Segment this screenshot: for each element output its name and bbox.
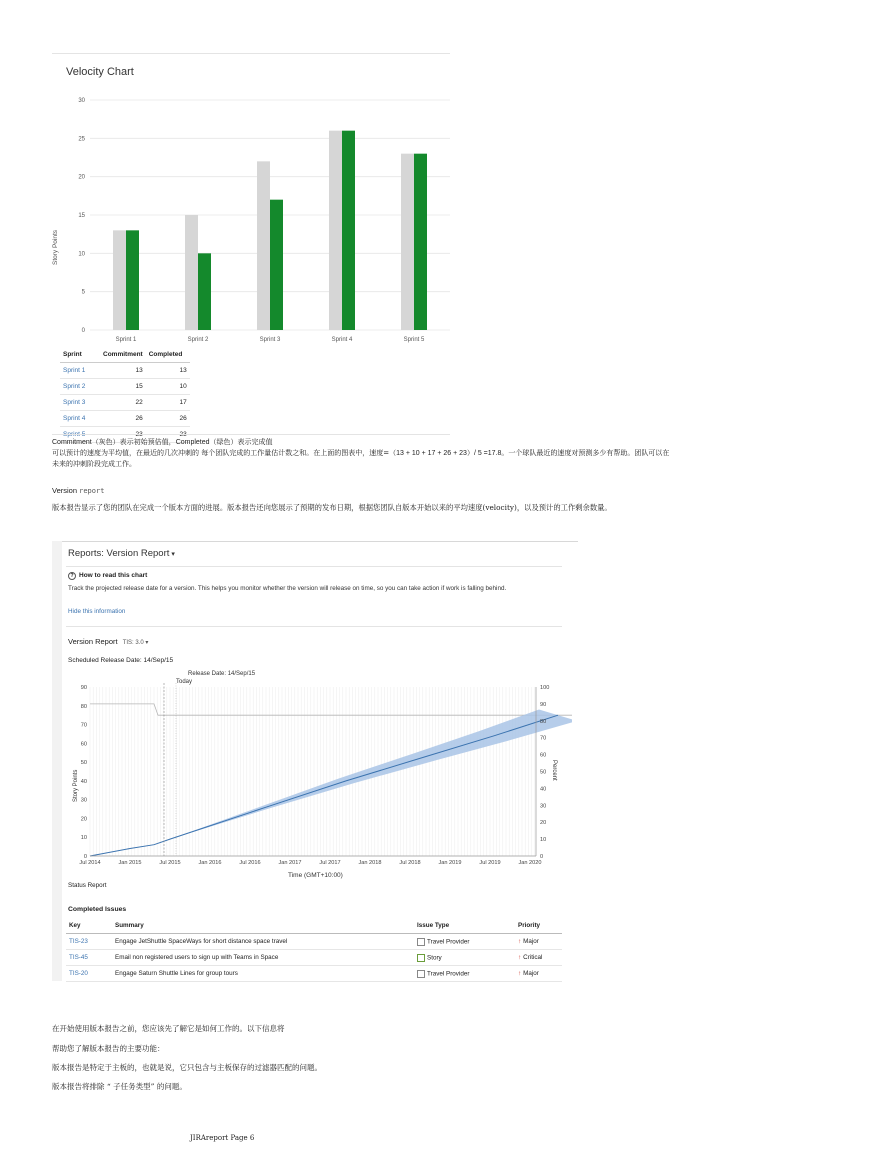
col-header-issue-type: Issue Type bbox=[414, 918, 515, 934]
note-text: 可以预计的速度为平均值，在最近的几次冲刺的 每个团队完成的工作量估计数之和。在上面的图表中，速度=（ bbox=[52, 449, 397, 457]
issue-key-link[interactable]: TIS-45 bbox=[66, 950, 112, 966]
x-axis-label: Time (GMT+10:00) bbox=[288, 872, 343, 879]
completed-value: 26 bbox=[146, 411, 190, 427]
hide-info-link[interactable]: Hide this information bbox=[68, 608, 126, 615]
priority-up-arrow-icon: ↑ bbox=[518, 970, 522, 977]
travel-provider-icon bbox=[417, 970, 425, 978]
travel-provider-icon bbox=[417, 938, 425, 946]
x-tick-label: Sprint 5 bbox=[403, 337, 425, 343]
howto-title bbox=[68, 572, 147, 580]
y-tick-label: 60 bbox=[80, 741, 87, 748]
y2-tick-label: 40 bbox=[540, 786, 547, 793]
table-row bbox=[60, 379, 190, 395]
commitment-bar bbox=[113, 230, 126, 330]
y-tick-label: 25 bbox=[78, 136, 85, 143]
col-header-sprint: Sprint bbox=[60, 347, 100, 363]
y-tick-label: 90 bbox=[80, 685, 87, 691]
story-icon bbox=[417, 954, 425, 962]
page-footer: JIRAreport Page 6 bbox=[190, 1134, 255, 1142]
note-text: （灰色）表示初始预估值， bbox=[91, 438, 176, 446]
vr-divider bbox=[66, 626, 562, 627]
y-tick-label: 30 bbox=[80, 797, 87, 804]
y-tick-label: 20 bbox=[78, 174, 85, 181]
body-paragraph: 帮助您了解版本报告的主要功能： bbox=[52, 1044, 165, 1053]
table-row bbox=[66, 934, 562, 950]
vr-divider bbox=[66, 566, 562, 567]
y-tick-label: 40 bbox=[80, 778, 87, 785]
x-tick-label: Jan 2015 bbox=[118, 860, 142, 866]
x-tick-label: Jan 2017 bbox=[278, 860, 302, 866]
y-tick-label: 70 bbox=[80, 722, 87, 729]
col-header-summary: Summary bbox=[112, 918, 414, 934]
commitment-bar bbox=[185, 215, 198, 330]
issue-priority bbox=[515, 934, 562, 950]
completed-bar bbox=[126, 230, 139, 330]
completed-bar bbox=[414, 154, 427, 330]
y2-tick-label: 10 bbox=[540, 837, 547, 844]
body-paragraph: 在开始使用版本报告之前，您应该先了解它是如何工作的。以下信息将 bbox=[52, 1024, 285, 1033]
velocity-chart-title: Velocity Chart bbox=[66, 66, 134, 78]
y2-tick-label: 60 bbox=[540, 752, 547, 759]
y-tick-label: 0 bbox=[81, 328, 85, 334]
body-paragraph: 版本报告将排除 “ 子任务类型” 的问题。 bbox=[52, 1082, 187, 1091]
note-text: （绿色）表示完成值 bbox=[209, 438, 273, 446]
y-tick-label: 20 bbox=[80, 816, 87, 823]
x-tick-label: Sprint 3 bbox=[259, 337, 281, 343]
completed-bar bbox=[198, 253, 211, 330]
y-tick-label: 30 bbox=[78, 98, 85, 104]
issue-type bbox=[414, 934, 515, 950]
version-dropdown-value: TIS: 3.0 bbox=[122, 640, 144, 646]
y2-tick-label: 100 bbox=[540, 685, 550, 691]
vr-side-gutter bbox=[52, 541, 62, 981]
commitment-value: 13 bbox=[100, 363, 146, 379]
issue-key-link[interactable]: TIS-23 bbox=[66, 934, 112, 950]
x-tick-label: Jul 2019 bbox=[479, 860, 501, 866]
velocity-divider bbox=[52, 434, 450, 435]
y-tick-label: 10 bbox=[78, 251, 85, 258]
x-tick-label: Jan 2018 bbox=[358, 860, 382, 866]
table-row bbox=[60, 395, 190, 411]
y2-tick-label: 30 bbox=[540, 803, 547, 810]
col-header-priority: Priority bbox=[515, 918, 562, 934]
issue-type-label: Travel Provider bbox=[427, 938, 470, 946]
sprint-link[interactable]: Sprint 2 bbox=[60, 379, 100, 395]
vr-version-selector bbox=[68, 637, 148, 646]
x-tick-label: Jul 2015 bbox=[159, 860, 181, 866]
y-tick-label: 0 bbox=[83, 854, 87, 860]
note-line-1 bbox=[52, 437, 852, 448]
today-label: Today bbox=[176, 679, 193, 685]
y2-tick-label: 80 bbox=[540, 718, 547, 725]
x-tick-label: Jan 2016 bbox=[198, 860, 222, 866]
issue-priority bbox=[515, 950, 562, 966]
col-header-commitment: Commitment bbox=[100, 347, 146, 363]
forecast-band bbox=[170, 710, 572, 840]
top-divider bbox=[52, 53, 450, 54]
y2-tick-label: 70 bbox=[540, 735, 547, 742]
chevron-down-icon[interactable]: ▾ bbox=[171, 551, 175, 558]
velocity-table bbox=[60, 347, 190, 443]
version-report-description: 版本报告显示了您的团队在完成一个版本方面的进展。版本报告还向您展示了预期的发布日期，根据您团队自版本开始以来的平均速度(velocity)，以及预计的工作剩余数量。 bbox=[52, 503, 612, 512]
x-tick-label: Jan 2019 bbox=[438, 860, 462, 866]
note-term-commitment: Commitment bbox=[52, 439, 92, 446]
completed-value: 13 bbox=[146, 363, 190, 379]
sprint-link[interactable]: Sprint 4 bbox=[60, 411, 100, 427]
issue-type-label: Story bbox=[427, 954, 442, 962]
col-header-key: Key bbox=[66, 918, 112, 934]
vr-page-title-text: Reports: Version Report bbox=[68, 548, 170, 559]
issue-type bbox=[414, 950, 515, 966]
note-line-2 bbox=[52, 448, 852, 459]
priority-label: Major bbox=[523, 970, 539, 977]
issue-summary: Engage JetShuttle SpaceWays for short distance space travel bbox=[112, 934, 414, 950]
howto-title-text: How to read this chart bbox=[79, 572, 148, 579]
priority-up-arrow-icon: ↑ bbox=[518, 938, 522, 945]
heading-word: report bbox=[79, 487, 105, 495]
x-tick-label: Sprint 2 bbox=[187, 337, 209, 343]
y-tick-label: 5 bbox=[81, 289, 85, 296]
col-header-completed: Completed bbox=[146, 347, 190, 363]
body-paragraph: 版本报告是特定于主板的，也就是说，它只包含与主板保存的过滤器匹配的问题。 bbox=[52, 1063, 322, 1072]
heading-word: Version bbox=[52, 486, 78, 495]
priority-label: Critical bbox=[523, 954, 543, 961]
issue-key-link[interactable]: TIS-20 bbox=[66, 966, 112, 982]
note-text: 。一个球队最近的速度对预测多少有帮助。团队可以在 bbox=[501, 449, 670, 457]
y-tick-label: 80 bbox=[80, 703, 87, 710]
vr-page-title bbox=[68, 548, 175, 559]
x-tick-label: Jul 2017 bbox=[319, 860, 341, 866]
completed-issues-table bbox=[66, 918, 562, 982]
vr-version-label: Version Report bbox=[68, 637, 118, 646]
commitment-value: 26 bbox=[100, 411, 146, 427]
note-line-3: 未来的冲刺阶段完成工作。 bbox=[52, 460, 136, 468]
y2-tick-label: 0 bbox=[540, 854, 544, 860]
y-axis-label-percent: Percent bbox=[551, 760, 557, 781]
table-row bbox=[66, 950, 562, 966]
question-icon: ? bbox=[68, 572, 76, 580]
y-axis-label-story-points: Story Points bbox=[73, 769, 79, 802]
velocity-chart bbox=[50, 90, 460, 350]
y2-tick-label: 20 bbox=[540, 820, 547, 827]
completed-value: 17 bbox=[146, 395, 190, 411]
velocity-y-axis-label: Story Points bbox=[52, 229, 59, 265]
vr-top-border bbox=[52, 541, 578, 542]
sprint-link[interactable]: Sprint 3 bbox=[60, 395, 100, 411]
version-dropdown[interactable] bbox=[123, 640, 149, 646]
version-report-chart bbox=[62, 664, 572, 884]
issue-priority bbox=[515, 966, 562, 982]
note-formula-result: / 5 =17.8 bbox=[473, 450, 502, 457]
note-text: ） bbox=[466, 449, 474, 457]
x-tick-label: Jul 2018 bbox=[399, 860, 421, 866]
issue-summary: Engage Saturn Shuttle Lines for group tours bbox=[112, 966, 414, 982]
x-tick-label: Jul 2014 bbox=[79, 860, 101, 866]
table-row bbox=[60, 411, 190, 427]
priority-label: Major bbox=[523, 938, 539, 945]
issue-type bbox=[414, 966, 515, 982]
y-tick-label: 15 bbox=[78, 213, 85, 219]
scheduled-release-date: Scheduled Release Date: 14/Sep/15 bbox=[68, 657, 174, 664]
x-tick-label: Jan 2020 bbox=[518, 860, 542, 866]
note-formula: 13 + 10 + 17 + 26 + 23 bbox=[396, 450, 467, 457]
y2-tick-label: 90 bbox=[540, 701, 547, 708]
x-tick-label: Jul 2016 bbox=[239, 860, 261, 866]
completed-issues-title: Completed Issues bbox=[68, 906, 127, 913]
release-date-label: Release Date: 14/Sep/15 bbox=[188, 671, 256, 677]
velocity-note bbox=[52, 437, 852, 469]
howto-text: Track the projected release date for a version. This helps you monitor whether the version will release on time, so you can take action if work is falling behind. bbox=[68, 585, 507, 592]
y2-tick-label: 50 bbox=[540, 769, 547, 776]
chevron-down-icon: ▾ bbox=[145, 640, 149, 646]
x-tick-label: Sprint 1 bbox=[115, 337, 137, 343]
table-row bbox=[66, 966, 562, 982]
note-term-completed: Completed bbox=[175, 439, 210, 446]
commitment-bar bbox=[257, 161, 270, 330]
completed-bar bbox=[342, 131, 355, 330]
completed-value: 10 bbox=[146, 379, 190, 395]
commitment-bar bbox=[401, 154, 414, 330]
issue-summary: Email non registered users to sign up with Teams in Space bbox=[112, 950, 414, 966]
completed-bar bbox=[270, 200, 283, 330]
status-report-label: Status Report bbox=[68, 882, 107, 889]
commitment-value: 22 bbox=[100, 395, 146, 411]
version-report-heading bbox=[52, 486, 104, 495]
commitment-value: 15 bbox=[100, 379, 146, 395]
sprint-link[interactable]: Sprint 1 bbox=[60, 363, 100, 379]
commitment-bar bbox=[329, 131, 342, 330]
x-tick-label: Sprint 4 bbox=[331, 337, 353, 343]
table-row bbox=[60, 363, 190, 379]
issue-type-label: Travel Provider bbox=[427, 970, 470, 978]
y-tick-label: 50 bbox=[80, 760, 87, 767]
y-tick-label: 10 bbox=[80, 835, 87, 842]
priority-up-arrow-icon: ↑ bbox=[518, 954, 522, 961]
